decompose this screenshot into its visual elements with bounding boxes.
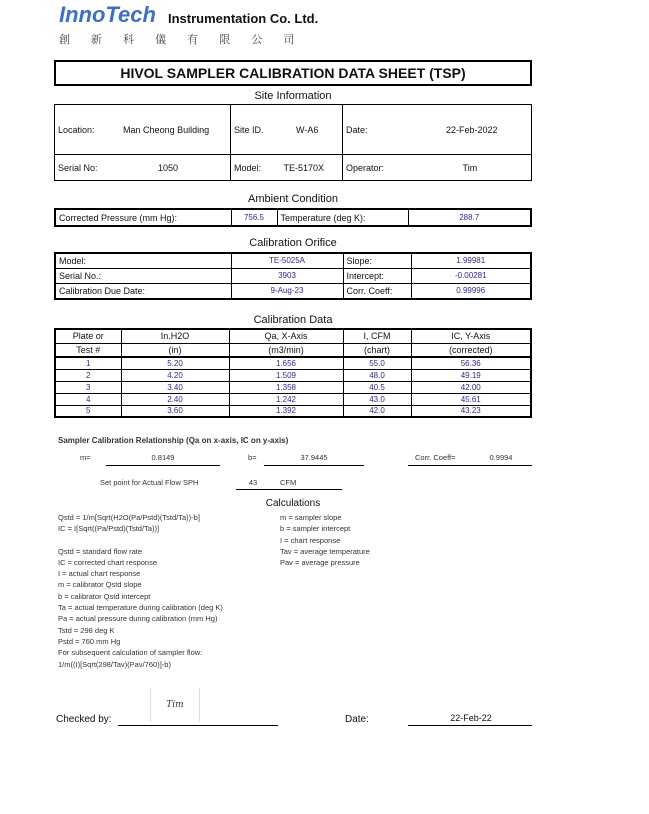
relation-slope-underline: [106, 465, 220, 466]
table-row: [55, 381, 531, 393]
site-info-table: [54, 104, 532, 181]
table-cell: 4.20: [121, 369, 229, 381]
table-cell: 43.0: [343, 393, 411, 405]
table-cell: 1: [55, 357, 121, 369]
calc-line: b = sampler intercept: [280, 524, 351, 534]
calc-line: m = calibrator Qstd slope: [58, 580, 142, 590]
table-cell: 55.0: [343, 357, 411, 369]
calib-heading: Calibration Data: [253, 314, 333, 326]
calib-header-row: [55, 329, 531, 343]
calc-line: Pstd = 760 mm Hg: [58, 636, 121, 646]
calib-header-row: [55, 343, 531, 357]
table-cell: 3.60: [121, 405, 229, 417]
calib-header-cell: IC, Y-Axis: [411, 329, 531, 343]
calc-line: I = chart response: [280, 535, 341, 545]
calib-header-cell: In.H2O: [121, 329, 229, 343]
date-value: 22-Feb-2022: [446, 124, 498, 135]
orifice-slope-value: 1.99981: [411, 253, 531, 268]
setpoint-value: 43: [248, 478, 258, 487]
calc-line: Tstd = 298 deg K: [58, 625, 115, 635]
footer-date-line: [408, 725, 532, 726]
calc-line: 1/m((I)[Sqrt(298/Tav)(Pav/760)]-b): [58, 659, 171, 669]
location-value: Man Cheong Building: [123, 124, 210, 135]
table-cell: 45.61: [411, 393, 531, 405]
calc-line: Qstd = 1/m[Sqrt(H2O(Pa/Pstd)(Tstd/Ta))-b]: [58, 513, 200, 522]
model-cell: [231, 155, 343, 181]
table-cell: 2.40: [121, 393, 229, 405]
ambient-heading: Ambient Condition: [248, 193, 338, 205]
orifice-corr-value: 0.99996: [411, 283, 531, 299]
orifice-intercept-value: -0.00281: [411, 268, 531, 283]
calib-header-cell: (chart): [343, 343, 411, 357]
table-cell: 49.19: [411, 369, 531, 381]
calib-header-cell: Test #: [55, 343, 121, 357]
orifice-model-label: Model:: [55, 253, 231, 268]
sheet-title: HIVOL SAMPLER CALIBRATION DATA SHEET (TSP): [54, 60, 532, 86]
orifice-due-value: 9-Aug-23: [231, 283, 343, 299]
table-cell: 1.358: [229, 381, 343, 393]
temp-value: 288.7: [408, 209, 531, 226]
table-cell: 48.0: [343, 369, 411, 381]
pressure-value: 756.5: [231, 209, 277, 226]
calib-header-cell: (corrected): [411, 343, 531, 357]
signature-image: [150, 688, 200, 722]
calib-table: [54, 328, 532, 418]
table-cell: 42.0: [343, 405, 411, 417]
orifice-model-value: TE-5025A: [231, 253, 343, 268]
orifice-heading: Calibration Orifice: [249, 237, 337, 249]
footer-date-value: 22-Feb-22: [450, 713, 492, 723]
location-label: Location:: [58, 124, 95, 135]
footer-date-label: Date:: [345, 714, 369, 725]
calib-header-cell: (in): [121, 343, 229, 357]
relation-corr-underline: [408, 465, 532, 466]
table-cell: 1.242: [229, 393, 343, 405]
signature-text: Tim: [166, 700, 184, 710]
temp-label: Temperature (deg K):: [277, 209, 408, 226]
calc-line: I = actual chart response: [58, 569, 141, 579]
model-value: TE-5170X: [283, 162, 325, 173]
serial-cell: [55, 155, 231, 181]
company-logo: InnoTech: [59, 2, 156, 27]
calc-line: Qstd = standard flow rate: [58, 546, 143, 556]
table-cell: 2: [55, 369, 121, 381]
company-name-chinese: 創 新 科 儀 有 限 公 司: [59, 34, 304, 46]
relation-b-underline: [264, 465, 364, 466]
ambient-table: [54, 208, 532, 227]
calib-header-cell: Qa, X-Axis: [229, 329, 343, 343]
model-label: Model:: [234, 162, 262, 173]
site-id-cell: [231, 105, 343, 155]
calib-header-cell: I, CFM: [343, 329, 411, 343]
orifice-intercept-label: Intercept:: [343, 268, 411, 283]
table-cell: 3.40: [121, 381, 229, 393]
table-row: [55, 393, 531, 405]
calculations-heading: Calculations: [265, 498, 321, 509]
relationship-title: Sampler Calibration Relationship (Qa on x-axis, IC on y-axis): [58, 436, 289, 445]
operator-value: Tim: [462, 162, 478, 173]
relation-slope-label: m=: [80, 453, 91, 462]
table-cell: 1.656: [229, 357, 343, 369]
pressure-label: Corrected Pressure (mm Hg):: [55, 209, 231, 226]
calc-line: b = calibrator Qstd intercept: [58, 591, 151, 601]
table-cell: 1.392: [229, 405, 343, 417]
setpoint-underline: [236, 489, 342, 490]
calib-header-cell: Plate or: [55, 329, 121, 343]
calc-line: IC = corrected chart response: [58, 557, 158, 567]
orifice-slope-label: Slope:: [343, 253, 411, 268]
checked-by-label: Checked by:: [56, 714, 112, 725]
serial-label: Serial No:: [58, 162, 98, 173]
serial-value: 1050: [158, 162, 179, 173]
calc-line: Pa = actual pressure during calibration (mm Hg): [58, 614, 218, 624]
company-name: Instrumentation Co. Ltd.: [168, 11, 319, 26]
table-cell: 1.509: [229, 369, 343, 381]
orifice-serial-value: 3903: [231, 268, 343, 283]
orifice-serial-label: Serial No.:: [55, 268, 231, 283]
date-cell: [343, 105, 532, 155]
table-cell: 56.36: [411, 357, 531, 369]
table-row: [55, 405, 531, 417]
relation-slope-value: 0.8149: [151, 453, 175, 462]
table-cell: 42.00: [411, 381, 531, 393]
location-cell: [55, 105, 231, 155]
calc-line: Tav = average temperature: [280, 546, 370, 556]
orifice-corr-label: Corr. Coeff:: [343, 283, 411, 299]
setpoint-label: Set point for Actual Flow SPH: [100, 478, 199, 487]
setpoint-unit: CFM: [280, 478, 297, 487]
calculations-left: [58, 512, 268, 670]
table-cell: 5: [55, 405, 121, 417]
calc-line: [58, 535, 268, 546]
table-cell: 5.20: [121, 357, 229, 369]
table-cell: 4: [55, 393, 121, 405]
calc-line: For subsequent calculation of sampler flow:: [58, 648, 203, 658]
relation-b-label: b=: [248, 453, 257, 462]
calc-line: Ta = actual temperature during calibration (deg K): [58, 603, 223, 613]
site-id-label: Site ID.: [234, 124, 264, 135]
table-cell: 43.23: [411, 405, 531, 417]
relation-corr-value: 0.9994: [489, 453, 513, 462]
calc-line: m = sampler slope: [280, 513, 342, 522]
orifice-table: [54, 252, 532, 300]
table-row: [55, 357, 531, 369]
checked-by-line: [118, 725, 278, 726]
orifice-due-label: Calibration Due Date:: [55, 283, 231, 299]
relation-corr-label: Corr. Coeff=: [415, 453, 456, 462]
table-cell: 3: [55, 381, 121, 393]
calc-line: Pav = average pressure: [280, 558, 360, 568]
operator-cell: [343, 155, 532, 181]
table-cell: 40.5: [343, 381, 411, 393]
relation-b-value: 37.9445: [300, 453, 328, 462]
table-row: [55, 369, 531, 381]
date-label: Date:: [346, 124, 368, 135]
calib-header-cell: (m3/min): [229, 343, 343, 357]
site-id-value: W-A6: [296, 124, 319, 135]
calc-line: IC = I[Sqrt((Pa/Pstd)(Tstd/Ta))]: [58, 524, 160, 534]
operator-label: Operator:: [346, 162, 385, 173]
calculations-right: [280, 512, 480, 568]
site-info-heading: Site Information: [254, 90, 332, 102]
